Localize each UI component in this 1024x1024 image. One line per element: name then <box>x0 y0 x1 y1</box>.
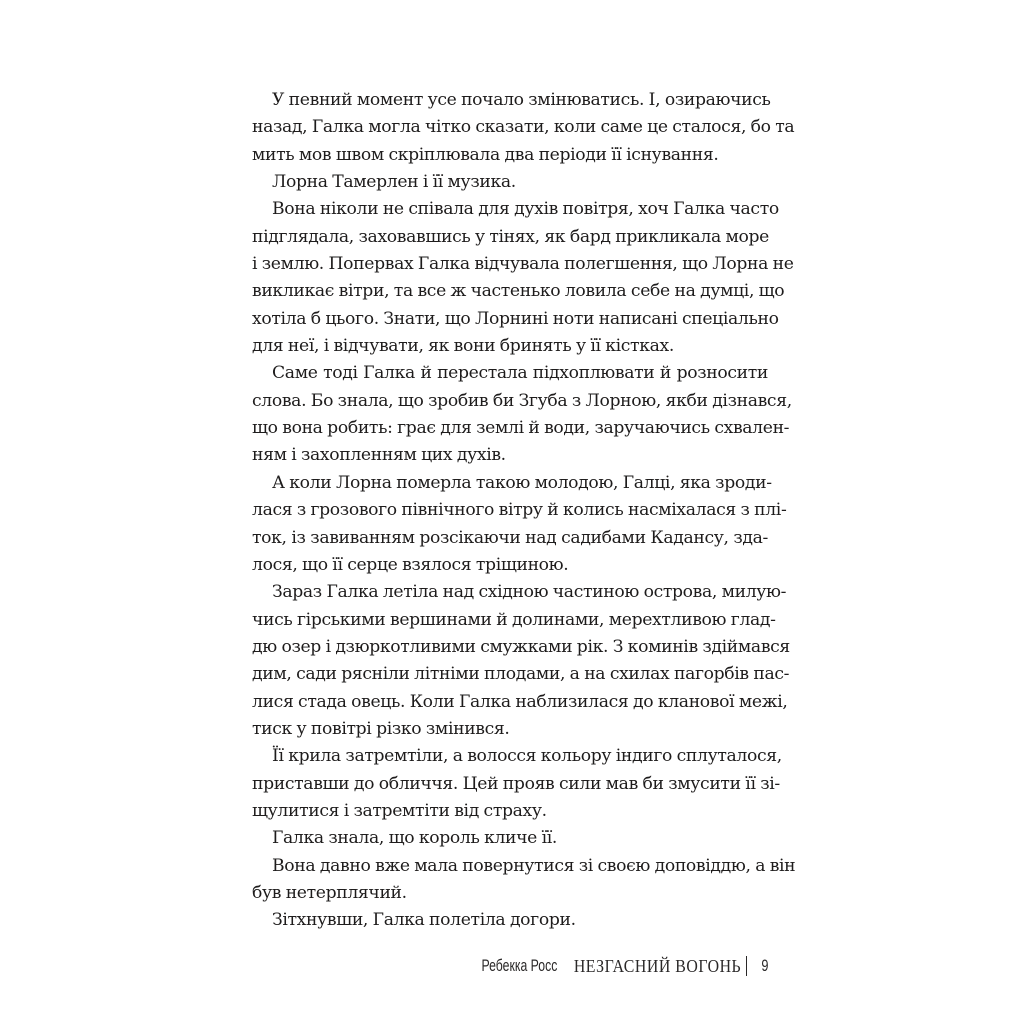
text-line: Її крила затремтіли, а волосся кольору індиго сплуталося, <box>272 746 782 767</box>
text-line: ток, із завиванням розсікаючи над садибами Кадансу, зда- <box>252 527 768 548</box>
text-line: підглядала, заховавшись у тінях, як бард прикликала море <box>252 226 769 247</box>
text-line: що вона робить: грає для землі й води, заручаючись схвален- <box>252 418 790 439</box>
text-line: У певний момент усе почало змінюватись. І, озираючись <box>272 90 771 110</box>
text-line: дю озер і дзюркотливими смужками рік. З коминів здіймався <box>252 636 790 657</box>
text-line: лися стада овець. Коли Галка наблизилася до кланової межі, <box>252 691 788 712</box>
text-line: назад, Галка могла чітко сказати, коли саме це сталося, бо та <box>252 117 795 138</box>
text-line: і землю. Попервах Галка відчувала полегшення, що Лорна не <box>252 254 794 275</box>
text-line: приставши до обличчя. Цей прояв сили мав би змусити її зі- <box>252 773 780 794</box>
text-line: був нетерплячий. <box>252 882 407 903</box>
footer-author: Ребекка Росс <box>481 956 558 975</box>
text-line: Лорна Тамерлен і її музика. <box>272 172 516 193</box>
body-text <box>252 87 796 935</box>
text-line: дим, сади рясніли літніми плодами, а на схилах пагорбів пас- <box>252 664 790 685</box>
text-line: слова. Бо знала, що зробив би Згуба з Лорною, якби дізнався, <box>252 390 792 411</box>
text-line: хотіла б цього. Знати, що Лорнині ноти написані спеціально <box>252 308 779 329</box>
text-line: Вона ніколи не співала для духів повітря, хоч Галка часто <box>272 199 779 220</box>
text-line: для неї, і відчувати, як вони бринять у її кістках. <box>252 336 674 357</box>
text-line: Зітхнувши, Галка полетіла догори. <box>272 910 576 931</box>
text-line: викликає вітри, та все ж частенько ловила себе на думці, що <box>252 281 785 302</box>
text-line: лася з грозового північного вітру й колись насміхалася з плі- <box>252 500 787 521</box>
text-line: чись гірськими вершинами й долинами, мерехтливою глад- <box>252 609 776 630</box>
text-line: Вона давно вже мала повернутися зі своєю доповіддю, а він <box>272 855 796 876</box>
footer-book-title: НЕЗГАСНИЙ ВОГОНЬ <box>574 955 742 976</box>
text-line: Зараз Галка летіла над східною частиною острова, милую- <box>272 582 787 603</box>
text-line: Саме тоді Галка й перестала підхоплювати й розносити <box>272 363 768 384</box>
text-line: мить мов швом скріплювала два періоди її існування. <box>252 144 719 165</box>
footer-divider <box>746 956 747 976</box>
text-line: лося, що її серце взялося тріщиною. <box>252 554 569 575</box>
text-line: ням і захопленням цих духів. <box>252 445 506 466</box>
page-number: 9 <box>760 956 768 975</box>
text-line: тиск у повітрі різко змінився. <box>252 718 510 739</box>
running-footer <box>452 953 768 979</box>
text-line: щулитися і затремтіти від страху. <box>252 800 547 821</box>
text-line: Галка знала, що король кличе її. <box>272 828 558 849</box>
text-line: А коли Лорна померла такою молодою, Галці, яка зроди- <box>272 472 772 493</box>
